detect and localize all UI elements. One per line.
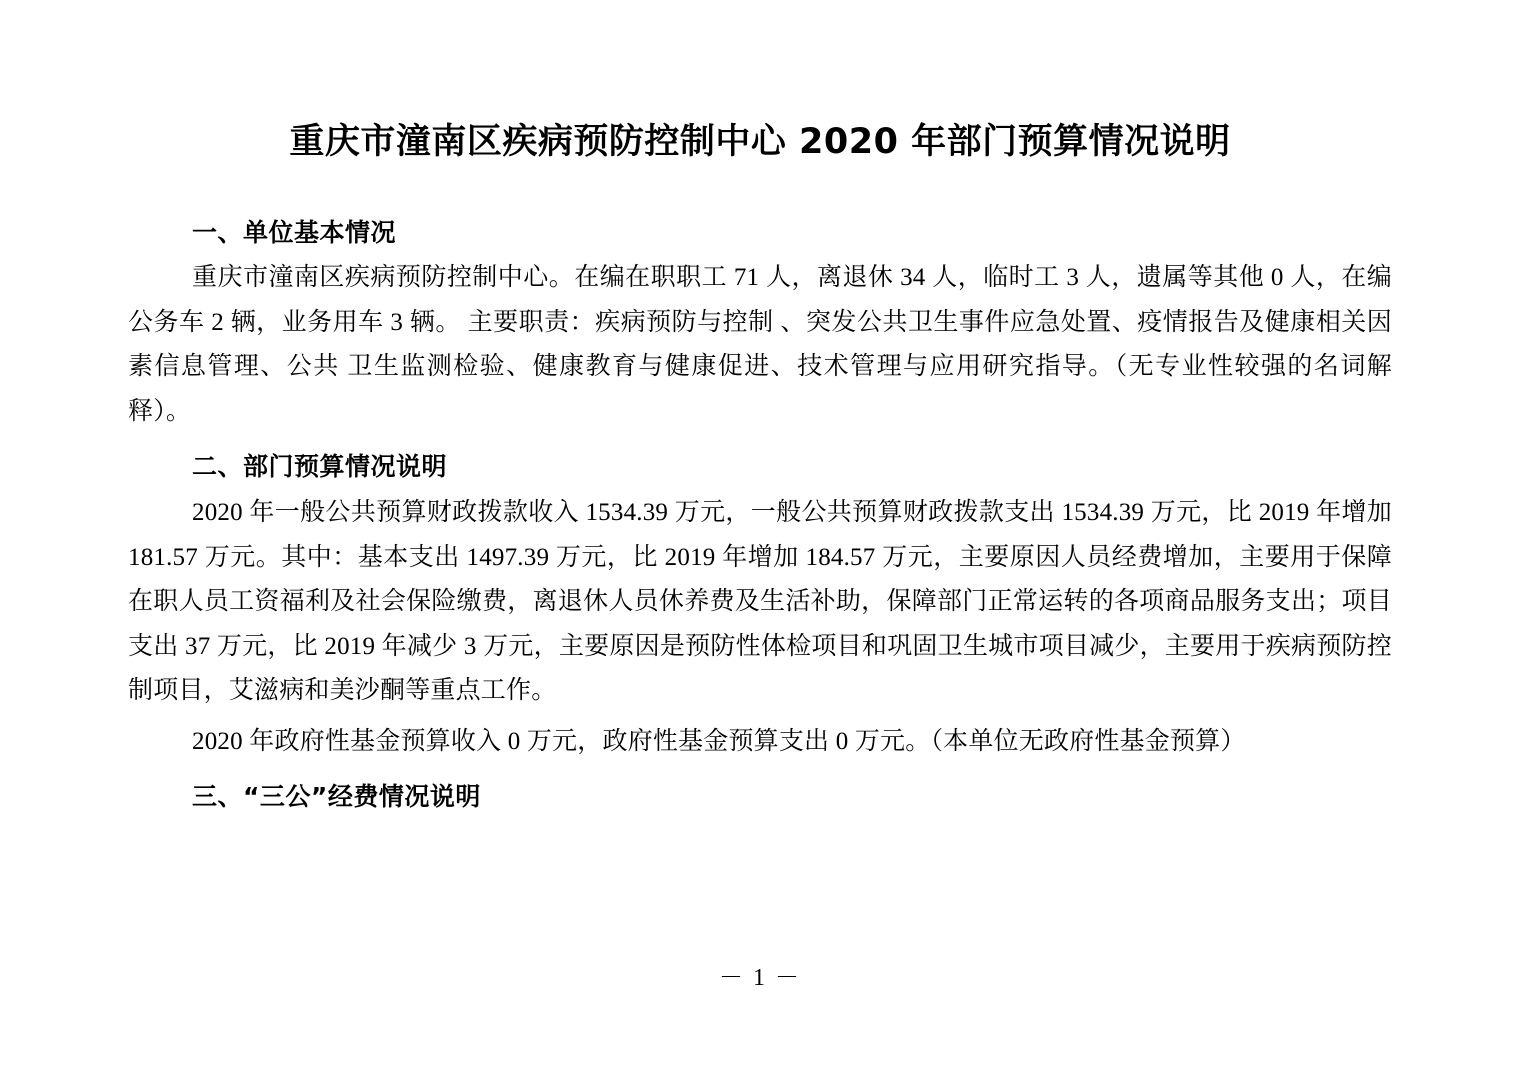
page-title: 重庆市潼南区疾病预防控制中心 2020 年部门预算情况说明 (289, 122, 1231, 162)
section-heading-2: 二、部门预算情况说明 (192, 452, 448, 482)
section-heading-3: 三、“三公”经费情况说明 (192, 782, 481, 811)
section-2-paragraph-2: 2020 年政府性基金预算收入 0 万元，政府性基金预算支出 0 万元。（本单位无政府性基金预算） (192, 727, 1246, 755)
page-number: － 1 － (719, 965, 801, 991)
section-1-paragraph-1: 重庆市潼南区疾病预防控制中心。在编在职职工 71 人，离退休 34 人，临时工 3 人，遗属等其他 0 人，在编公务车 2 辆，业务用车 3 辆。 主要职责：疾病预防与控制 、突发公共卫生事件应急处置、疫情报告及健康相关因素信息管理、公共 卫生监测检验、健康教育与健康促进、技术管理与应用研究指导。（无专业性较强的名词解释）。 (128, 264, 1392, 425)
section-2-paragraph-1: 2020 年一般公共预算财政拨款收入 1534.39 万元，一般公共预算财政拨款支出 1534.39 万元，比 2019 年增加 181.57 万元。其中：基本支出 1497.39 万元，比 2019 年增加 184.57 万元，主要原因人员经费增加，主要用于保障在职人员工资福利及社会保险缴费，离退休人员休养费及生活补助，保障部门正常运转的各项商品服务支出；项目支出 37 万元，比 2019 年减少 3 万元，主要原因是预防性体检项目和巩固卫生城市项目减少，主要用于疾病预防控制项目，艾滋病和美沙酮等重点工作。 (128, 499, 1392, 704)
section-heading-1: 一、单位基本情况 (192, 217, 397, 247)
